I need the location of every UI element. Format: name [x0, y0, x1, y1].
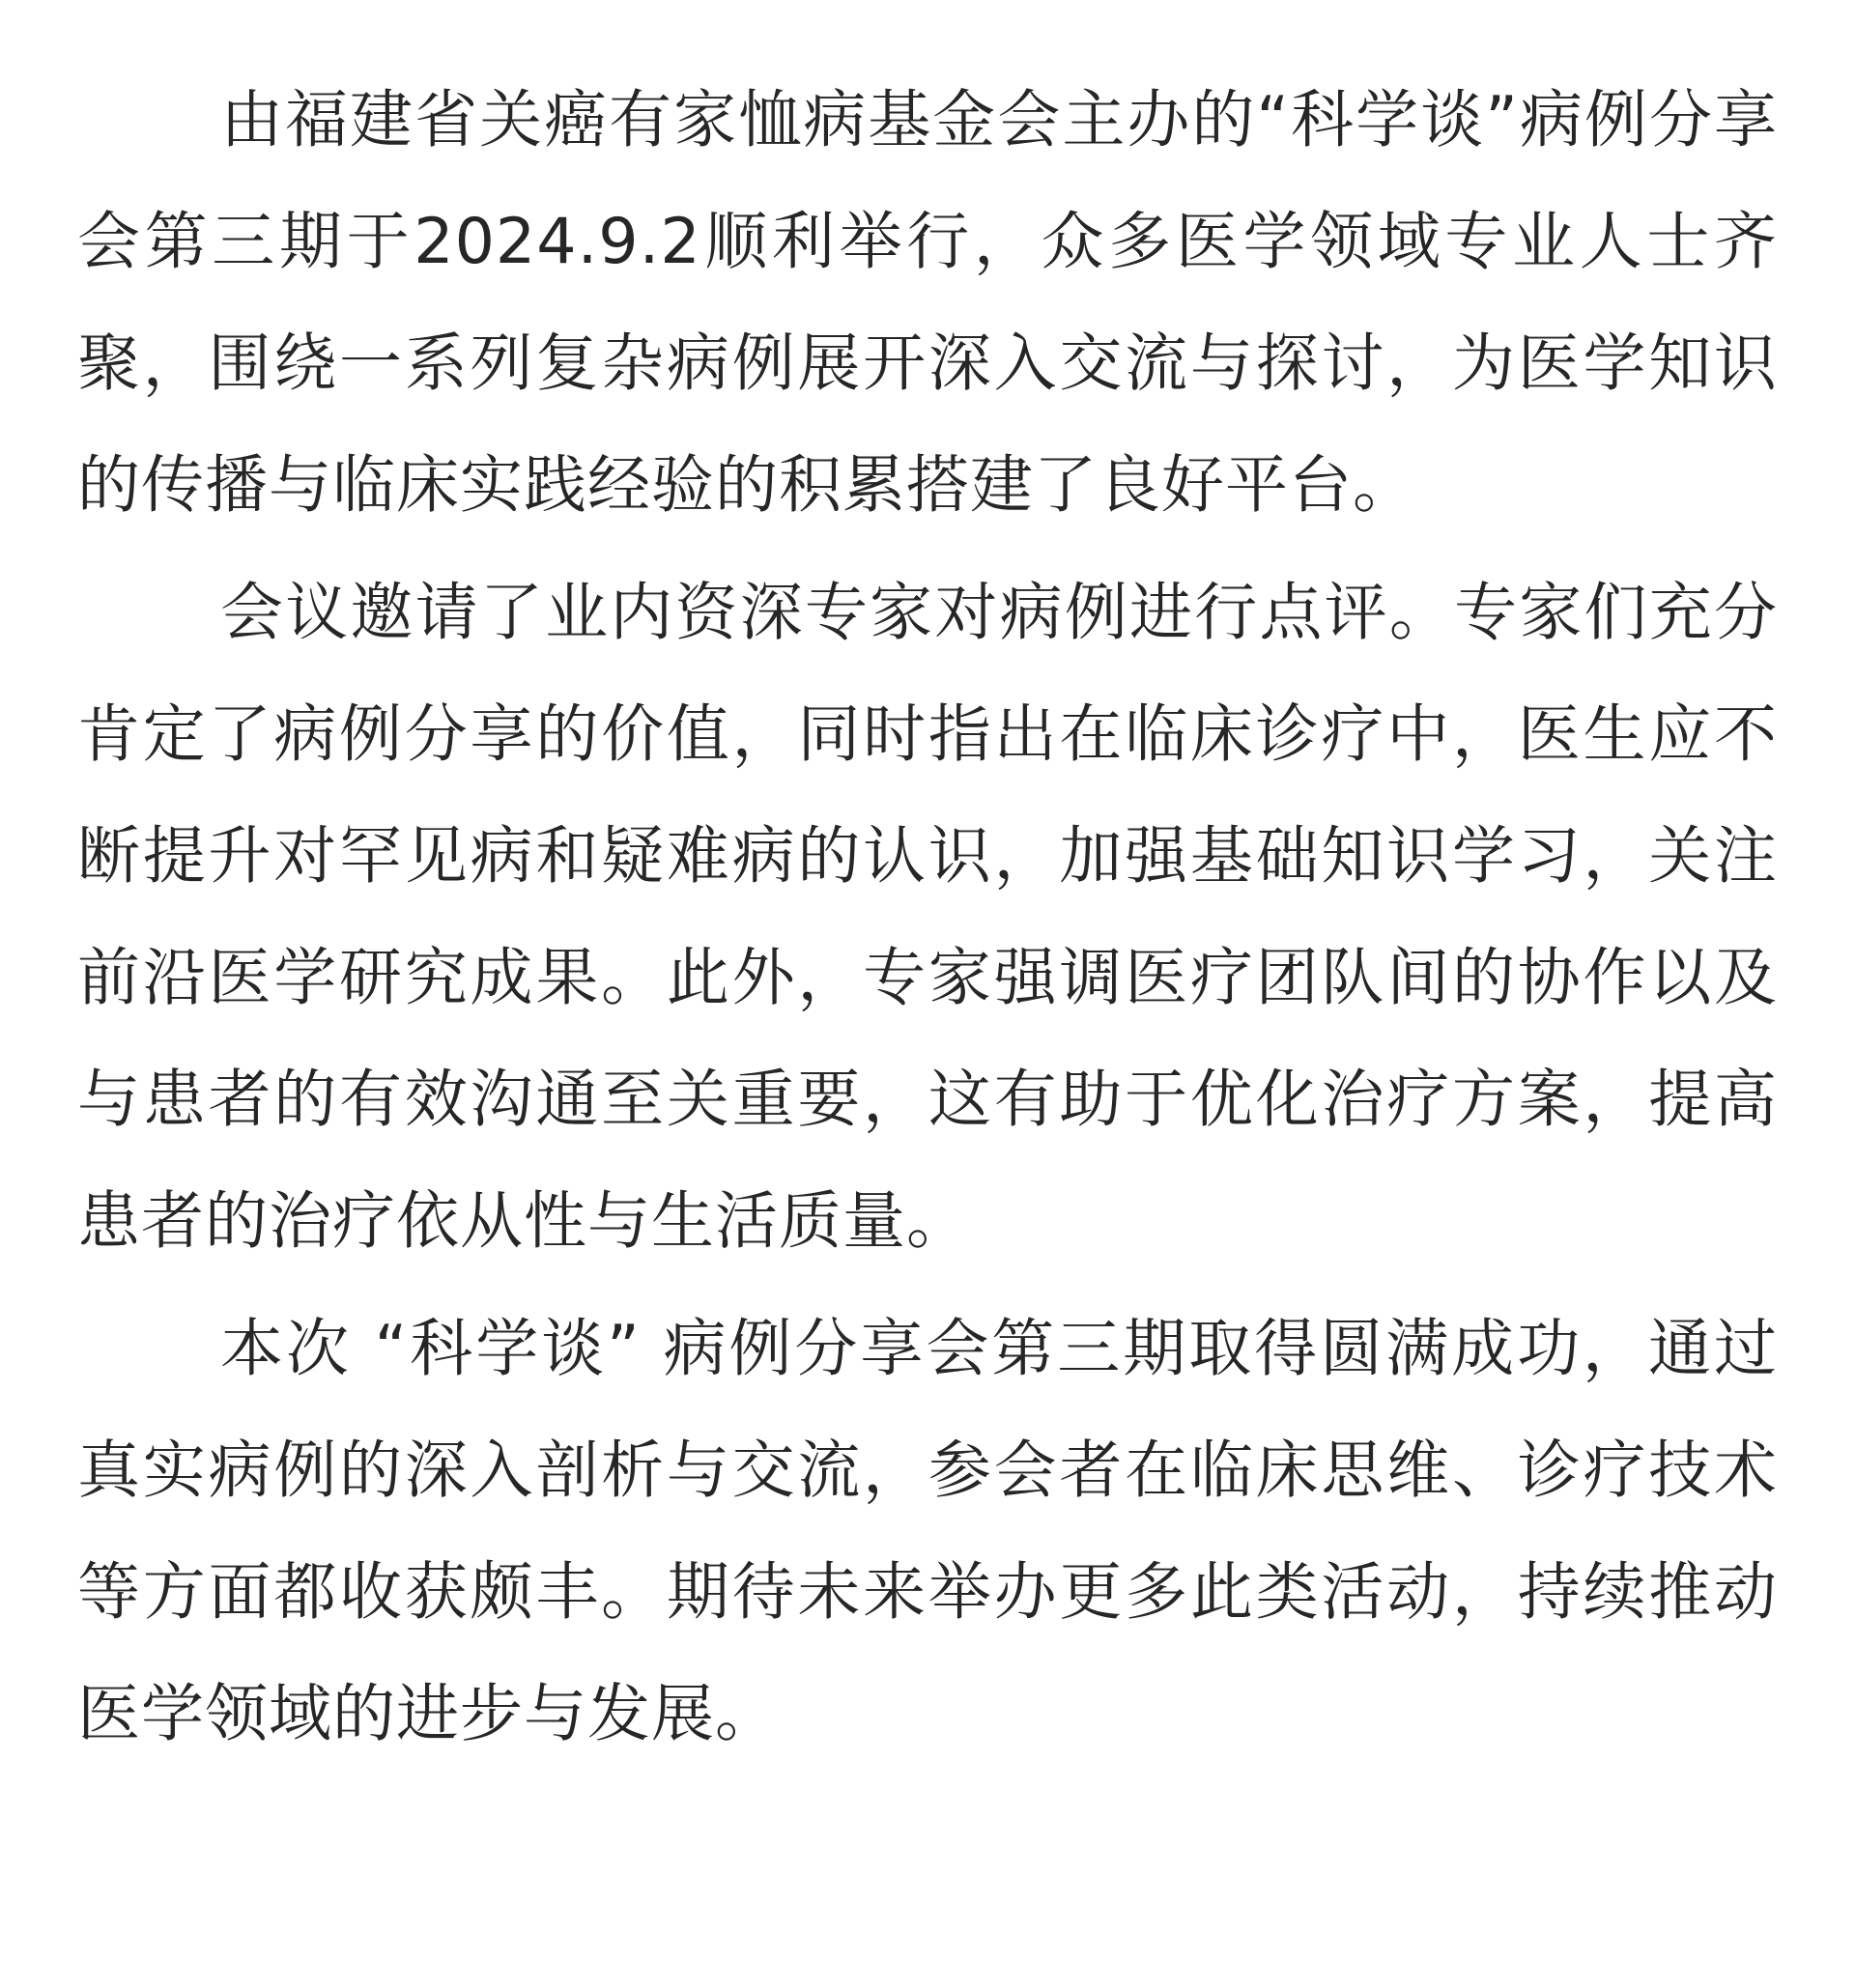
paragraph-expert-review: 会议邀请了业内资深专家对病例进行点评。专家们充分肯定了病例分享的价值，同时指出在临床诊疗中，医生应不断提升对罕见病和疑难病的认识，加强基础知识学习，关注前沿医学研究成果。此外，专家强调医疗团队间的协作以及与患者的有效沟通至关重要，这有助于优化治疗方案，提高患者的治疗依从性与生活质量。 — [77, 577, 1778, 1258]
paragraph-event-intro: 由福建省关癌有家恤病基金会主办的“科学谈”病例分享会第三期于2024.9.2顺利举行，众多医学领域专业人士齐聚，围绕一系列复杂病例展开深入交流与探讨，为医学知识的传播与临床实践经验的积累搭建了良好平台。 — [77, 84, 1778, 522]
article-body — [77, 60, 1778, 1775]
paragraph-conclusion: 本次 “科学谈” 病例分享会第三期取得圆满成功，通过真实病例的深入剖析与交流，参会者在临床思维、诊疗技术等方面都收获颇丰。期待未来举办更多此类活动，持续推动医学领域的进步与发展。 — [77, 1313, 1778, 1750]
